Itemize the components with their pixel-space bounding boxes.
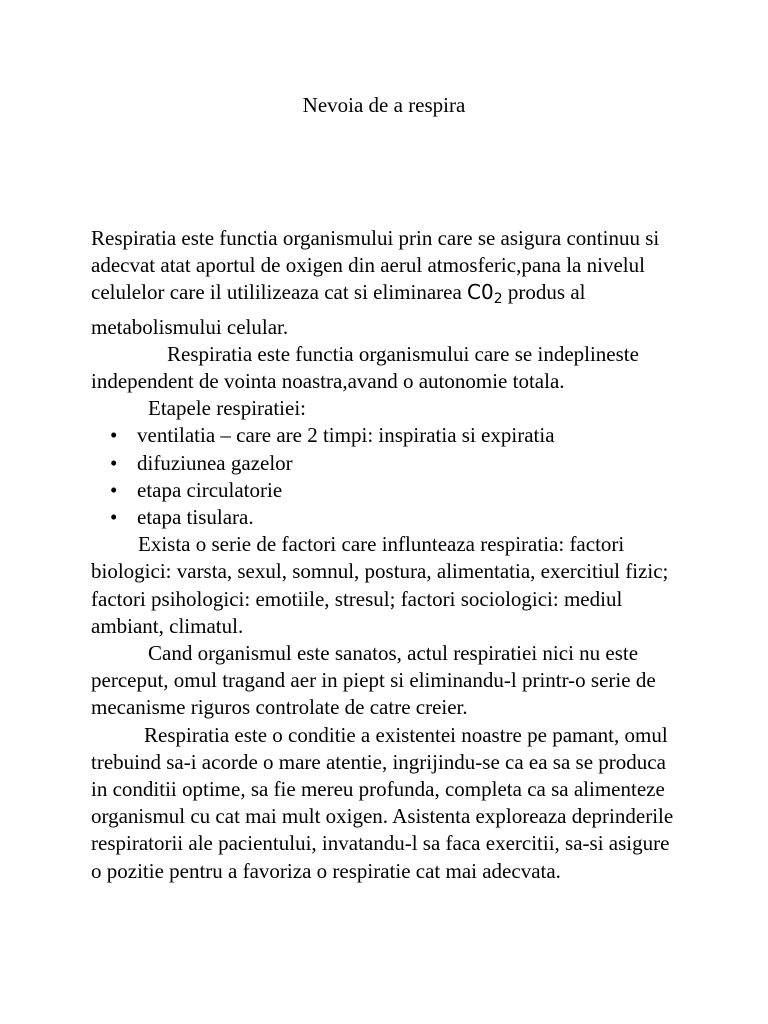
bullet-icon: •	[110, 450, 118, 475]
co2-formula-subscript: 2	[493, 291, 503, 308]
list-item-text: etapa circulatorie	[137, 477, 283, 502]
co2-formula	[467, 280, 503, 308]
list-item-text: difuziunea gazelor	[137, 450, 293, 475]
list-item-text: ventilatia – care are 2 timpi: inspiratia si expiratia	[137, 423, 555, 448]
paragraph-autonomy: Respiratia este functia organismului care se indeplineste independent de vointa noastra,avand o autonomie totala.	[91, 341, 639, 394]
page-title: Nevoia de a respira	[302, 93, 466, 117]
document-body	[91, 225, 681, 885]
list-item	[110, 504, 681, 531]
steps-list	[91, 422, 681, 531]
paragraph-healthy: Cand organismul este sanatos, actul respiratiei nici nu este perceput, omul tragand aer in piept si eliminandu-l printr-o serie de mecanisme riguros controlate de catre creier.	[91, 641, 656, 720]
bullet-icon: •	[110, 505, 118, 530]
paragraph-definition-end: produs al metabolismului celular.	[91, 280, 586, 339]
bullet-icon: •	[110, 477, 118, 502]
list-item	[110, 450, 681, 477]
list-item-text: etapa tisulara.	[137, 505, 254, 530]
co2-formula-main: C0	[467, 280, 494, 305]
list-item	[110, 422, 681, 449]
paragraph-factors: Exista o serie de factori care influnteaza respiratia: factori biologici: varsta, sexul, somnul, postura, alimentatia, exercitiul fizic; factori psihologici: emotiile, stresul; factori sociologici: mediul ambiant, climatul.	[91, 532, 669, 638]
bullet-icon: •	[110, 423, 118, 448]
paragraph-definition	[91, 225, 681, 341]
paragraph-condition: Respiratia este o conditie a existentei noastre pe pamant, omul trebuind sa-i acorde o mare atentie, ingrijindu-se ca ea sa se produca in conditii optime, sa fie mereu profunda, completa ca sa alimenteze organismul cu cat mai mult oxigen. Asistenta exploreaza deprinderile respiratorii ale pacientului, invatandu-l sa faca exercitii, sa-si asigure o pozitie pentru a favoriza o respiratie cat mai adecvata.	[91, 722, 674, 883]
list-item	[110, 477, 681, 504]
steps-heading: Etapele respiratiei:	[148, 396, 307, 421]
paragraph-definition-text: Respiratia este functia organismului prin care se asigura continuu si adecvat atat aportul de oxigen din aerul atmosferic,pana la nivelul celulelor care il utililizeaza cat si eliminarea	[91, 226, 660, 305]
